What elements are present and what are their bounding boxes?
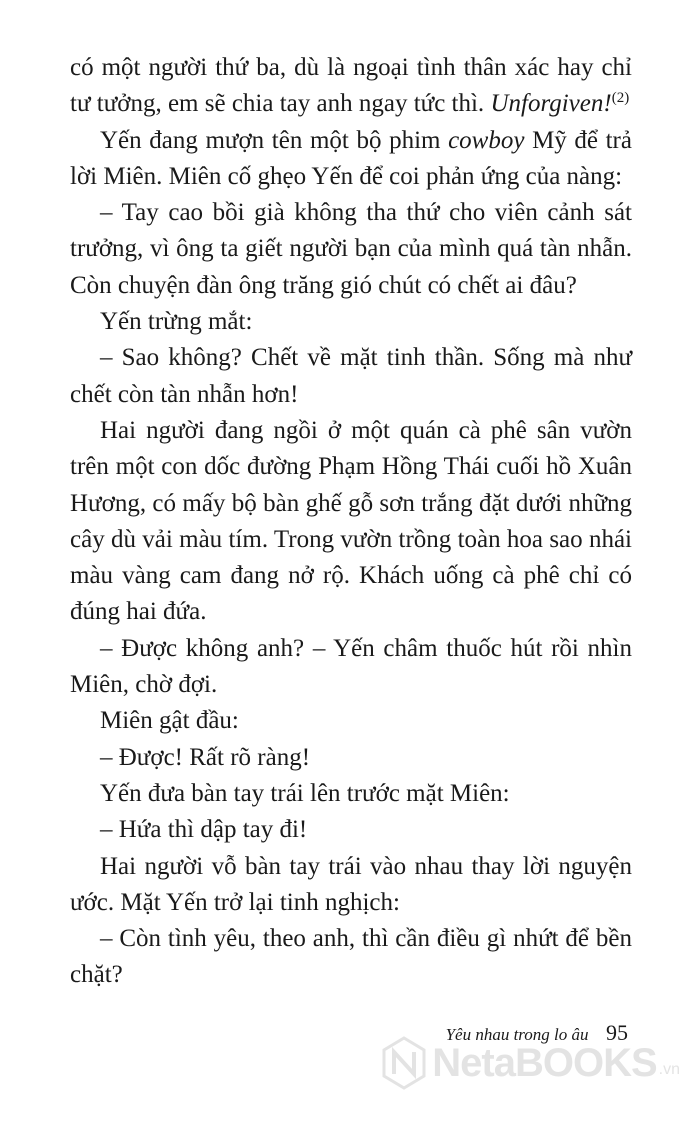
italic-text: Unforgiven!: [490, 90, 612, 118]
text-run: – Hứa thì dập tay đi!: [100, 816, 308, 844]
paragraph: [70, 195, 632, 304]
text-run: – Được không anh? – Yến châm thuốc hút rồi nhìn Miên, chờ đợi.: [70, 634, 632, 699]
paragraph: [70, 413, 632, 631]
text-run: – Còn tình yêu, theo anh, thì cần điều gì nhứt để bền chặt?: [70, 925, 632, 989]
italic-text: cowboy: [448, 126, 525, 154]
text-run: Mỹ để trả lời Miên. Miên cố ghẹo Yến để coi phản ứng của nàng:: [70, 126, 632, 190]
paragraph: [70, 849, 632, 922]
paragraph: [70, 703, 632, 739]
paragraph: [70, 776, 632, 812]
watermark-suffix: .vn: [658, 1061, 680, 1078]
paragraph: [70, 123, 632, 196]
running-title: Yêu nhau trong lo âu: [445, 1025, 589, 1044]
paragraph: [70, 921, 632, 994]
text-run: Miên gật đầu:: [100, 707, 239, 735]
neta-logo-icon: [382, 1036, 426, 1090]
text-run: Yến trừng mắt:: [100, 308, 253, 336]
text-run: Hai người đang ngồi ở một quán cà phê sân vườn trên một con dốc đường Phạm Hồng Thái cuối hồ Xuân Hương, có mấy bộ bàn ghế gỗ sơn trắng đặt dưới những cây dù vải màu tím. Trong vườn trồng toàn hoa sao nhái màu vàng cam đang nở rộ. Khách uống cà phê chỉ có đúng hai đứa.: [70, 416, 632, 626]
watermark-text: NetaBOOKS: [432, 1040, 657, 1085]
text-run: Hai người vỗ bàn tay trái vào nhau thay lời nguyện ước. Mặt Yến trở lại tinh nghịch:: [70, 852, 632, 916]
paragraph: [70, 304, 632, 340]
text-run: Yến đưa bàn tay trái lên trước mặt Miên:: [100, 779, 510, 807]
paragraph: [70, 340, 632, 413]
paragraph: [70, 50, 632, 123]
paragraph: [70, 740, 632, 776]
text-run: – Tay cao bồi già không tha thứ cho viên cảnh sát trưởng, vì ông ta giết người bạn của mình quá tàn nhẫn. Còn chuyện đàn ông trăng gió chút có chết ai đâu?: [70, 199, 632, 299]
book-page-text: [70, 50, 632, 994]
paragraph: [70, 812, 632, 848]
text-run: có một người thứ ba, dù là ngoại tình thân xác hay chỉ tư tưởng, em sẽ chia tay anh ngay tức thì.: [70, 54, 632, 118]
footnote-marker: (2): [611, 90, 630, 107]
page-number: 95: [606, 1020, 628, 1045]
watermark: [382, 1036, 680, 1090]
text-run: – Được! Rất rõ ràng!: [100, 743, 311, 771]
text-run: Yến đang mượn tên một bộ phim: [100, 126, 449, 154]
paragraph: [70, 631, 632, 704]
text-run: – Sao không? Chết về mặt tinh thần. Sống mà như chết còn tàn nhẫn hơn!: [70, 344, 632, 408]
